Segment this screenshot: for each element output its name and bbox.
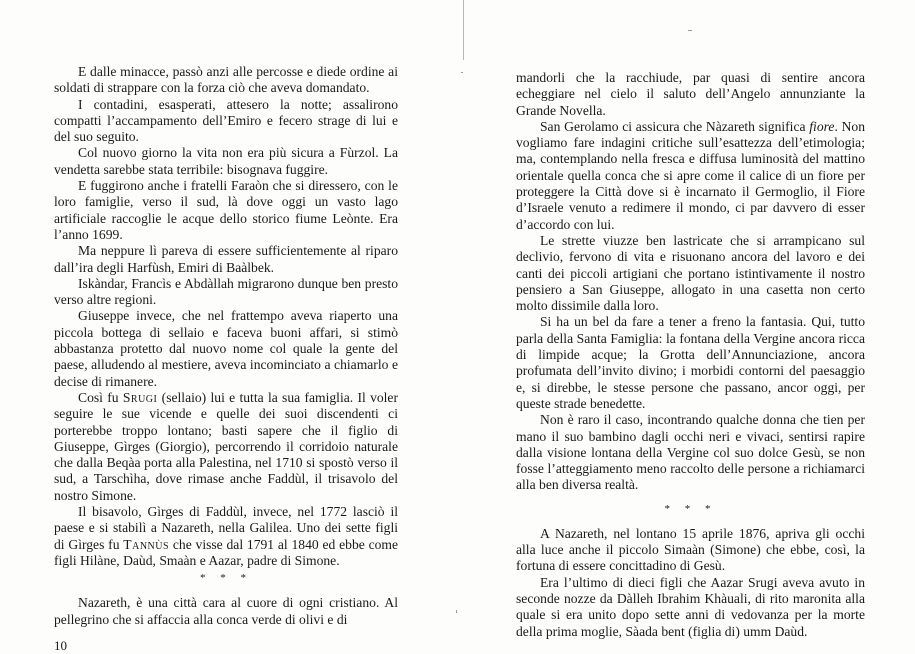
text-run: San Gerolamo ci assicura che Nàzareth significa [540, 118, 810, 134]
small-caps-name: Tannùs [123, 536, 170, 552]
paragraph: Non è raro il caso, incontrando qualche donna che tien per mano il suo bambino dagli occhi neri e vivaci, sentirsi rapire dalla visione lontana della Vergine col suo dolce Gesù, se non fosse l’atteggiamento meno raccolto delle persone a richiamarci alla ben diversa realtà. [516, 412, 865, 493]
paragraph-fiore [516, 119, 865, 233]
paragraph: A Nazareth, nel lontano 15 aprile 1876, apriva gli occhi alla luce anche il piccolo Simaàn (Simone) che ebbe, così, la fortuna di essere concittadino di Gesù. [516, 525, 865, 574]
scan-speck [461, 72, 463, 73]
right-page [466, 0, 915, 654]
paragraph: Ma neppure lì pareva di essere sufficientemente al riparo dall’ira degli Harfùsh, Emiri di Baàlbek. [54, 243, 398, 275]
paragraph: Nazareth, è una città cara al cuore di ogni cristiano. Al pellegrino che si affaccia alla conca verde di olivi e di [54, 595, 398, 627]
section-separator: * * * [664, 502, 717, 515]
paragraph: Giuseppe invece, che nel frattempo aveva riaperto una piccola bottega di sellaio e faceva buoni affari, si stimò abbastanza protetto dal nuovo nome col quale la gente del paese, alludendo al mestiere, aveva incominciato a chiamarlo e decise di rimanere. [54, 308, 398, 389]
continued-paragraph: mandorli che la racchiude, par quasi di sentire ancora echeggiare nel cielo il saluto dell’Angelo annunziante la Grande Novella. [516, 70, 865, 118]
paragraph: Col nuovo giorno la vita non era più sicura a Fùrzol. La vendetta sarebbe stata terribile: bisognava fuggire. [54, 145, 398, 177]
text-run: . Non vogliamo fare indagini critiche sull’esattezza dell’etimologia; ma, contemplando nella fresca e diffusa luminosità del mattino orientale quella conca che si apre come il calice di un fiore per proteggere la Città dove si è incarnato il Germoglio, il Fiore d’Israele venuto a redimere il mondo, ci par davvero di esser d’accordo con lui. [516, 118, 865, 232]
paragraph: I contadini, esasperati, attesero la notte; assalirono compatti l’accampamento dell’Emiro e fecero strage di lui e del suo seguito. [54, 96, 398, 145]
right-page-text-column [516, 70, 865, 640]
paragraph: Si ha un bel da fare a tener a freno la fantasia. Qui, tutto parla della Santa Famiglia: la fontana della Vergine ancora ricca di limpide acque; la Grotta dell’Annunciazione, ancora profumata dell’invito divino; i morbidi contorni del paesaggio e, si direbbe, le stesse persone che passano, ancor oggi, per queste strade benedette. [516, 314, 865, 411]
paragraph-srugi [54, 390, 398, 504]
paragraph: Iskàndar, Francìs e Abdàllah migrarono dunque ben presto verso altre regioni. [54, 275, 398, 308]
paragraph: E dalle minacce, passò anzi alle percosse e diede ordine ai soldati di strappare con la forza ciò che aveva domandato. [54, 64, 398, 96]
small-caps-name: Srugi [122, 389, 158, 405]
page-number: 10 [54, 638, 67, 653]
text-run: Il bisavolo, Gìrges di Faddùl, invece, nel 1772 lasciò il paese e si stabilì a Nazareth, nella Galilea. Uno dei sette figli di Gìrges fu [54, 504, 398, 552]
text-run: Così fu [78, 389, 123, 405]
scan-speck [688, 30, 692, 31]
paragraph: E fuggirono anche i fratelli Faraòn che si diressero, con le loro famiglie, verso il sud, là dove oggi un vasto lago artificiale raccoglie le acque dello storico fiume Leònte. Era l’anno 1699. [54, 178, 398, 242]
paragraph: Era l’ultimo di dieci figli che Aazar Srugi aveva avuto in seconde nozze da Dàlleh Ibrahim Khàuali, di rito maronita alla quale si era unito dopo sette anni di vedovanza per la morte della prima moglie, Sàada bent (figlia di) umm Daùd. [516, 574, 865, 639]
scan-speck [456, 610, 457, 613]
text-run: (sellaio) lui e tutta la sua famiglia. Il voler seguire le sue vicende e quelle dei suoi discendenti ci porterebbe troppo lontano; basti sapere che il figlio di Giuseppe, Gìrges (Giorgio), percorrendo il corridoio naturale che dalla Beqàa porta alla Palestina, nel 1710 si spostò verso il sud, a Tarschìha, dove rimase anche Faddùl, il trisavolo del nostro Simone. [54, 389, 398, 503]
italic-word: fiore [809, 118, 835, 134]
paragraph-tannus [54, 504, 398, 569]
book-gutter [463, 0, 464, 60]
paragraph: Le strette viuzze ben lastricate che si arrampicano sul declivio, fervono di vita e risuonano ancora del lavoro e dei canti dei piccoli artigiani che portano istintivamente il nostro pensiero a San Giuseppe, allogato in una casetta non certo molto dissimile dalla loro. [516, 232, 865, 314]
section-separator: * * * [200, 572, 252, 585]
left-page-text-column [54, 64, 398, 628]
text-run: che visse dal 1791 al 1840 ed ebbe come figli Hilàne, Daùd, Smaàn e Aazar, padre di Simone. [54, 536, 399, 568]
